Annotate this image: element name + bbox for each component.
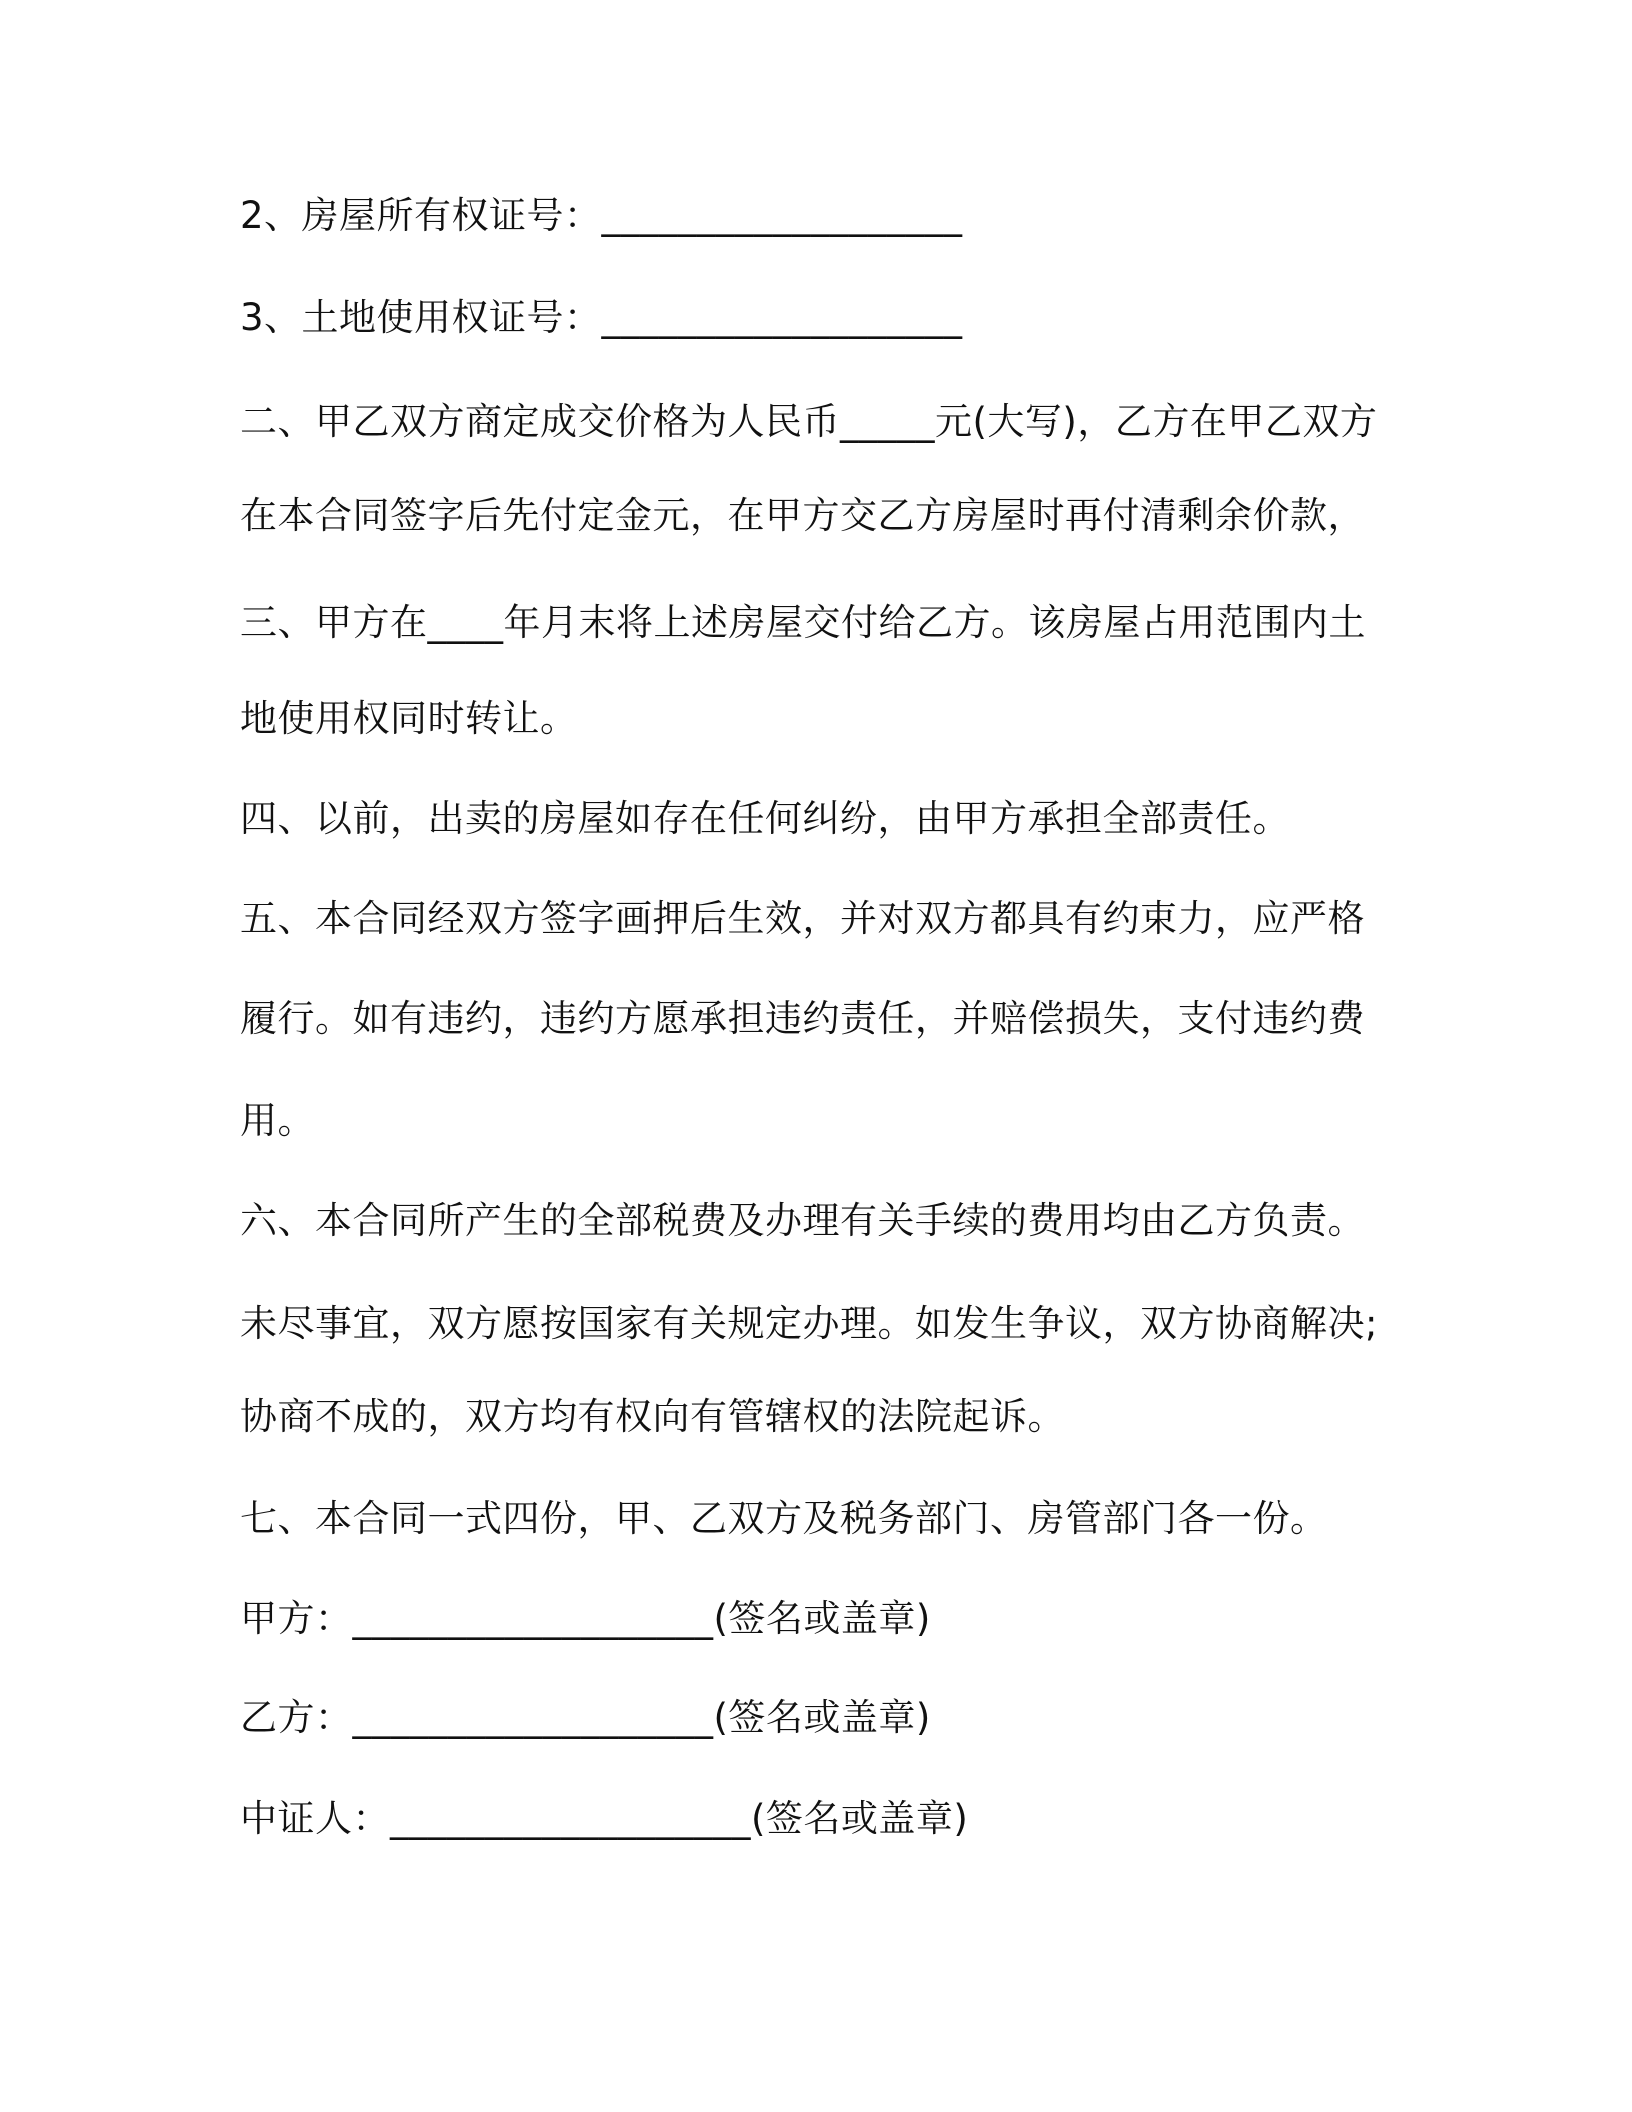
clause-3-line-1: 三、甲方在____年月末将上述房屋交付给乙方。该房屋占用范围内土 <box>240 601 1366 644</box>
clause-5-line-2: 履行。如有违约，违约方愿承担违约责任，并赔偿损失，支付违约费 <box>240 997 1365 1040</box>
clause-2-line-1: 二、甲乙双方商定成交价格为人民币_____元(大写)，乙方在甲乙双方 <box>240 400 1378 443</box>
misc-line-2: 协商不成的，双方均有权向有管辖权的法院起诉。 <box>240 1395 1065 1438</box>
clause-7: 七、本合同一式四份，甲、乙双方及税务部门、房管部门各一份。 <box>240 1497 1328 1540</box>
clause-5-line-1: 五、本合同经双方签字画押后生效，并对双方都具有约束力，应严格 <box>240 897 1365 940</box>
signature-party-a: 甲方：___________________(签名或盖章) <box>240 1597 931 1640</box>
clause-4: 四、以前，出卖的房屋如存在任何纠纷，由甲方承担全部责任。 <box>240 797 1290 840</box>
clause-6: 六、本合同所产生的全部税费及办理有关手续的费用均由乙方负责。 <box>240 1199 1365 1242</box>
signature-party-b: 乙方：___________________(签名或盖章) <box>240 1696 931 1739</box>
clause-3-line-2: 地使用权同时转让。 <box>240 697 578 740</box>
clause-5-line-3: 用。 <box>240 1099 315 1142</box>
clause-land-cert: 3、土地使用权证号：___________________ <box>240 296 963 339</box>
signature-witness: 中证人：___________________(签名或盖章) <box>240 1797 969 1840</box>
clause-2-line-2: 在本合同签字后先付定金元，在甲方交乙方房屋时再付清剩余价款， <box>240 494 1365 537</box>
clause-house-cert: 2、房屋所有权证号：___________________ <box>240 194 963 237</box>
misc-line-1: 未尽事宜，双方愿按国家有关规定办理。如发生争议，双方协商解决; <box>240 1302 1378 1345</box>
